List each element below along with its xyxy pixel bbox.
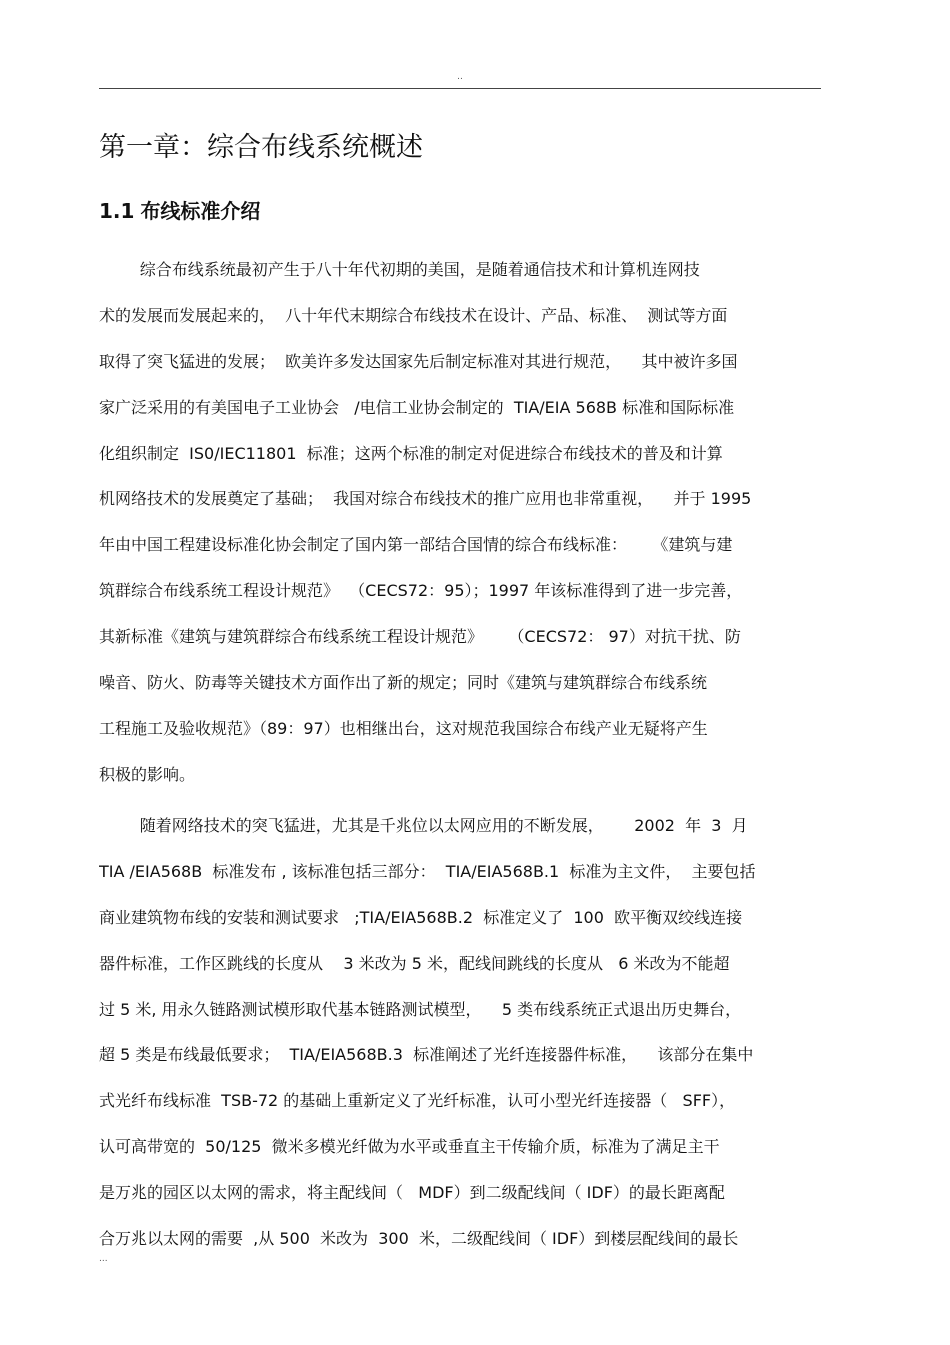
section-title-text: 布线标准介绍 [140, 199, 261, 223]
paragraph-line: 其新标准《建筑与建筑群综合布线系统工程设计规范》 （CECS72： 97）对抗干扰、防 [99, 627, 741, 647]
section-number: 1.1 [99, 199, 135, 223]
paragraph-tia-568b [99, 803, 814, 1262]
header-divider [99, 88, 821, 89]
paragraph-line: 是万兆的园区以太网的需求，将主配线间（ MDF）到二级配线间（ IDF）的最长距离配 [99, 1183, 725, 1203]
paragraph-line: 合万兆以太网的需要 ,从 500 米改为 300 米，二级配线间（ IDF）到楼层配线间的最长 [99, 1229, 739, 1249]
paragraph-line: 式光纤布线标准 TSB-72 的基础上重新定义了光纤标准，认可小型光纤连接器（ SFF）， [99, 1091, 736, 1111]
paragraph-line: 工程施工及验收规范》（89：97）也相继出台，这对规范我国综合布线产业无疑将产生 [99, 718, 708, 738]
paragraph-line: 机网络技术的发展奠定了基础； 我国对综合布线技术的推广应用也非常重视， 并于 1995 [99, 489, 752, 509]
paragraph-line: TIA /EIA568B 标准发布 , 该标准包括三部分： TIA/EIA568B.1 标准为主文件， 主要包括 [99, 861, 756, 881]
paragraph-line: 噪音、防火、防毒等关键技术方面作出了新的规定；同时《建筑与建筑群综合布线系统 [99, 673, 708, 693]
paragraph-line: 认可高带宽的 50/125 微米多模光纤做为水平或垂直主干传输介质，标准为了满足主干 [99, 1137, 720, 1157]
paragraph-line: 取得了突飞猛进的发展； 欧美许多发达国家先后制定标准对其进行规范， 其中被许多国 [99, 351, 738, 371]
paragraph-line: 化组织制定 IS0/IEC11801 标准；这两个标准的制定对促进综合布线技术的普及和计算 [99, 443, 723, 463]
paragraph-line: 年由中国工程建设标准化协会制定了国内第一部结合国情的综合布线标准： 《建筑与建 [99, 535, 733, 555]
paragraph-intro [99, 247, 814, 798]
paragraph-line: 器件标准，工作区跳线的长度从 3 米改为 5 米，配线间跳线的长度从 6 米改为不能超 [99, 953, 730, 973]
paragraph-line: 超 5 类是布线最低要求； TIA/EIA568B.3 标准阐述了光纤连接器件标准， 该部分在集中 [99, 1045, 754, 1065]
paragraph-line: 随着网络技术的突飞猛进，尤其是千兆位以太网应用的不断发展， 2002 年 3 月 [99, 816, 748, 835]
paragraph-line: 术的发展而发展起来的， 八十年代末期综合布线技术在设计、产品、标准、 测试等方面 [99, 305, 728, 325]
paragraph-line: 家广泛采用的有美国电子工业协会 /电信工业协会制定的 TIA/EIA 568B 标准和国际标准 [99, 397, 735, 417]
chapter-title: 第一章：综合布线系统概述 [99, 132, 423, 163]
paragraph-line: 过 5 米, 用永久链路测试模形取代基本链路测试模型， 5 类布线系统正式退出历史舞台， [99, 999, 742, 1019]
page-footer-mark: ... [99, 1254, 108, 1264]
paragraph-line: 筑群综合布线系统工程设计规范》 （CECS72：95）；1997 年该标准得到了进一步完善， [99, 581, 743, 601]
paragraph-line: 积极的影响。 [99, 764, 196, 784]
section-title [99, 195, 260, 227]
paragraph-line: 综合布线系统最初产生于八十年代初期的美国，是随着通信技术和计算机连网技 [99, 260, 700, 279]
paragraph-line: 商业建筑物布线的安装和测试要求 ;TIA/EIA568B.2 标准定义了 100 欧平衡双绞线连接 [99, 907, 743, 927]
page-header-mark: .. [457, 72, 463, 82]
